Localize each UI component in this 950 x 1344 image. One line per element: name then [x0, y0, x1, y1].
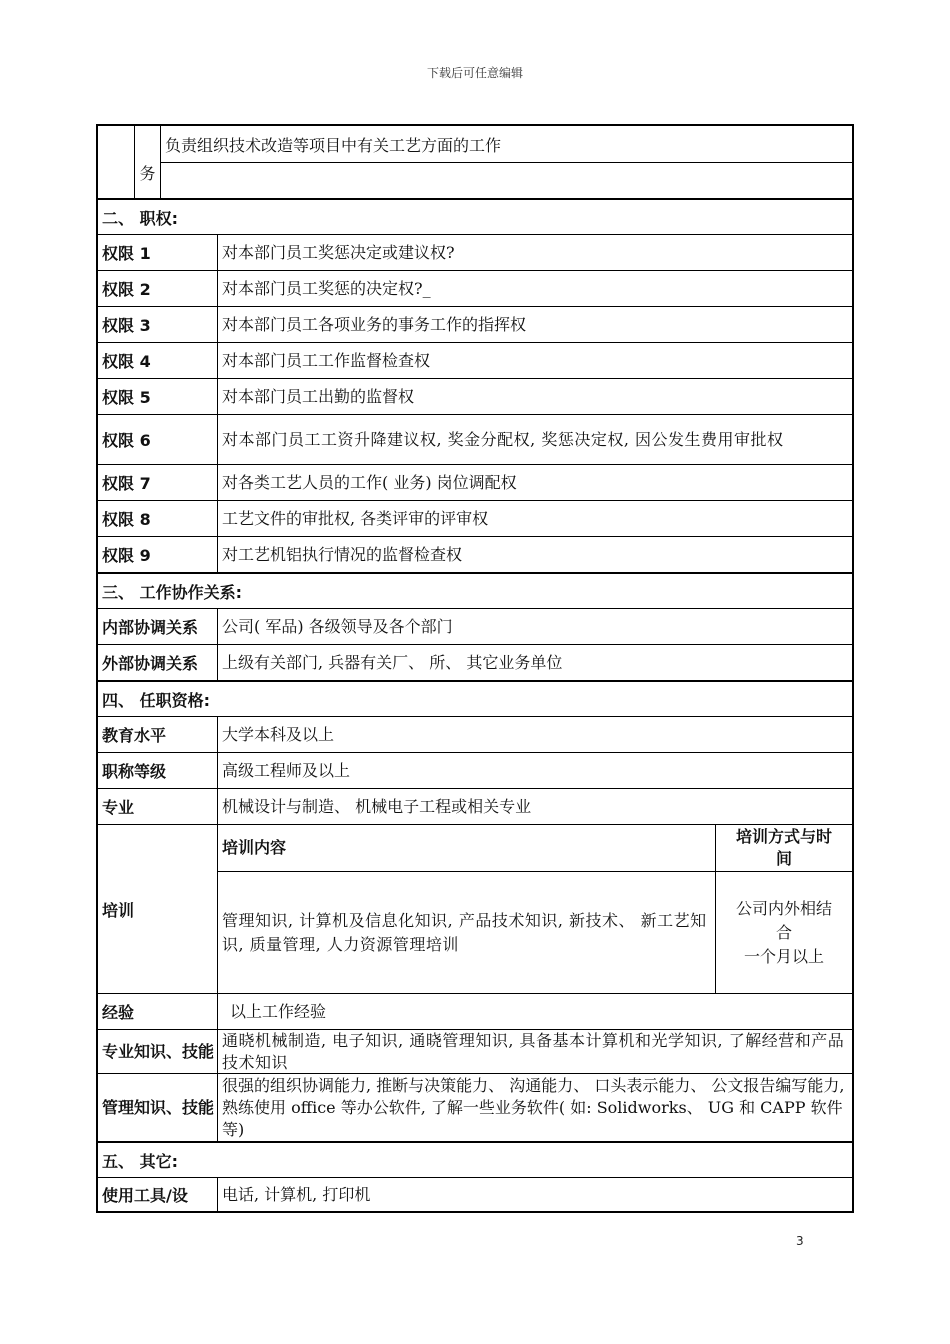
tools-label: 使用工具/设	[98, 1178, 218, 1211]
training-method-header	[716, 825, 852, 871]
section-relations	[98, 572, 852, 608]
authority-row	[98, 306, 852, 342]
section-qualifications	[98, 680, 852, 716]
skills-value: 通晓机械制造, 电子知识, 通晓管理知识, 具备基本计算机和光学知识, 了解经营和产品技术知识	[222, 1030, 845, 1072]
authority-label: 权限 6	[98, 415, 218, 464]
authority-value: 工艺文件的审批权, 各类评审的评审权	[222, 508, 489, 528]
authority-row	[98, 464, 852, 500]
relation-label: 外部协调关系	[98, 645, 218, 680]
relation-label: 内部协调关系	[98, 609, 218, 644]
authority-value: 对工艺机铝执行情况的监督检查权	[222, 544, 463, 564]
experience-label: 经验	[98, 994, 218, 1029]
qualification-row	[98, 716, 852, 752]
duty-text: 负责组织技术改造等项目中有关工艺方面的工作	[165, 135, 502, 155]
duty-empty	[161, 162, 852, 198]
authority-value: 对本部门员工出勤的监督权	[222, 386, 415, 406]
authority-value: 对本部门员工奖惩的决定权?_	[222, 278, 431, 298]
training-method-header-line2: 间	[775, 849, 792, 868]
relation-value: 上级有关部门, 兵器有关厂、 所、 其它业务单位	[222, 652, 563, 672]
authority-label: 权限 4	[98, 343, 218, 378]
authority-label: 权限 3	[98, 307, 218, 342]
training-method	[716, 872, 852, 993]
section-title: 五、 其它:	[102, 1151, 178, 1171]
authority-value: 对本部门员工工资升降建议权, 奖金分配权, 奖惩决定权, 因公发生费用审批权	[222, 429, 784, 449]
training-grid	[218, 825, 852, 993]
authority-row	[98, 378, 852, 414]
authority-row	[98, 342, 852, 378]
authority-row	[98, 234, 852, 270]
authority-label: 权限 5	[98, 379, 218, 414]
tools-row	[98, 1177, 852, 1211]
training-content-header: 培训内容	[218, 825, 716, 871]
training-body	[218, 871, 852, 993]
tools-value: 电话, 计算机, 打印机	[222, 1184, 371, 1204]
authority-label: 权限 1	[98, 235, 218, 270]
section-title: 二、 职权:	[102, 208, 178, 228]
experience-value: 以上工作经验	[230, 1001, 327, 1021]
training-method-line2: 合	[775, 922, 792, 942]
mgmt-label: 管理知识、技能	[98, 1074, 218, 1141]
qualification-value: 大学本科及以上	[222, 724, 335, 744]
training-method-line1: 公司内外相结	[735, 898, 832, 918]
duty-content	[161, 126, 852, 198]
duty-row	[98, 124, 852, 198]
section-title: 三、 工作协作关系:	[102, 582, 242, 602]
training-block	[98, 824, 852, 993]
section-authority	[98, 198, 852, 234]
qualification-label: 教育水平	[98, 717, 218, 752]
authority-row	[98, 270, 852, 306]
authority-value: 对本部门员工工作监督检查权	[222, 350, 431, 370]
qualification-row	[98, 788, 852, 824]
training-method-line3: 一个月以上	[743, 946, 824, 966]
authority-label: 权限 2	[98, 271, 218, 306]
relation-value: 公司( 军品) 各级领导及各个部门	[222, 616, 453, 636]
blank-cell	[98, 126, 135, 198]
authority-row	[98, 536, 852, 572]
authority-value: 对各类工艺人员的工作( 业务) 岗位调配权	[222, 472, 517, 492]
skills-row	[98, 1029, 852, 1073]
authority-value: 对本部门员工奖惩决定或建议权?	[222, 242, 455, 262]
experience-row	[98, 993, 852, 1029]
authority-row	[98, 500, 852, 536]
authority-row	[98, 414, 852, 464]
mgmt-value: 很强的组织协调能力, 推断与决策能力、 沟通能力、 口头表示能力、 公文报告编写能力, 熟练使用 office 等办公软件, 了解一些业务软件( 如: Solidworks、 UG 和 CAPP 软件等)	[222, 1075, 845, 1139]
authority-label: 权限 8	[98, 501, 218, 536]
qualification-row	[98, 752, 852, 788]
section-other	[98, 1141, 852, 1177]
relation-row	[98, 644, 852, 680]
qualification-value: 高级工程师及以上	[222, 760, 351, 780]
training-content: 管理知识, 计算机及信息化知识, 产品技术知识, 新技术、 新工艺知识, 质量管理, 人力资源管理培训	[218, 872, 716, 993]
mgmt-row	[98, 1073, 852, 1141]
skills-label: 专业知识、技能	[98, 1030, 218, 1073]
training-label: 培训	[98, 825, 218, 993]
training-method-header-line1: 培训方式与时	[735, 827, 832, 846]
training-header	[218, 825, 852, 871]
qualification-label: 职称等级	[98, 753, 218, 788]
qualification-label: 专业	[98, 789, 218, 824]
page-header: 下载后可任意编辑	[426, 66, 523, 80]
authority-value: 对本部门员工各项业务的事务工作的指挥权	[222, 314, 527, 334]
section-title: 四、 任职资格:	[102, 690, 210, 710]
page-number: 3	[796, 1234, 804, 1248]
authority-label: 权限 7	[98, 465, 218, 500]
relation-row	[98, 608, 852, 644]
authority-label: 权限 9	[98, 537, 218, 572]
duty-char: 务	[135, 126, 161, 198]
qualification-value: 机械设计与制造、 机械电子工程或相关专业	[222, 796, 532, 816]
job-description-table	[96, 124, 854, 1213]
